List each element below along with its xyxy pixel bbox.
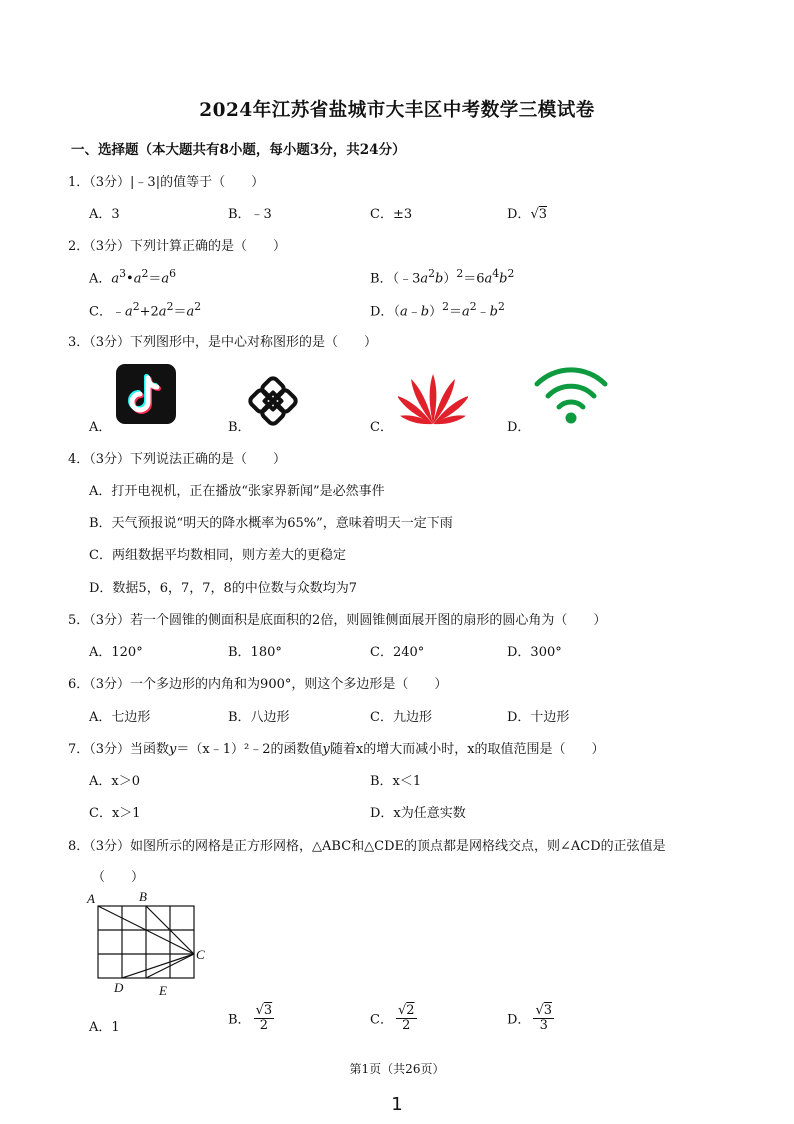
- question-3-stem: 3．（3分）下列图形中，是中心对称图形的是（ ）: [68, 335, 378, 350]
- page-footer: 第1页（共26页）: [349, 1062, 445, 1076]
- q8-label-e: E: [159, 983, 167, 998]
- q1-option-b: B．﹣3: [228, 207, 272, 222]
- q7-option-c: C．x＞1: [89, 806, 141, 821]
- q8-option-b: B． $\frac{√3}{2}$: [228, 1003, 273, 1033]
- q6-option-a: A．七边形: [89, 710, 151, 725]
- q3-option-a: A．: [89, 420, 112, 435]
- tiktok-logo-icon: [116, 364, 176, 424]
- q7-option-b: B．x＜1: [370, 774, 422, 789]
- q4-option-b: B．天气预报说“明天的降水概率为65%”，意味着明天一定下雨: [89, 516, 453, 531]
- q6-option-c: C．九边形: [370, 710, 432, 725]
- knot-logo-icon: [248, 376, 298, 426]
- question-8-stem: 8．（3分）如图所示的网格是正方形网格，△ABC和△CDE的顶点都是网格线交点，则∠ACD的正弦值是: [68, 839, 666, 854]
- question-5-stem: 5．（3分）若一个圆锥的侧面积是底面积的2倍，则圆锥侧面展开图的扇形的圆心角为（ ）: [68, 613, 607, 628]
- q7-option-d: D．x为任意实数: [370, 806, 466, 821]
- q8-label-c: C: [196, 947, 205, 962]
- q2-option-a: A．$a^3•a^2=a^6$: [89, 267, 177, 287]
- q8-label-a: A: [87, 891, 95, 906]
- q6-option-b: B．八边形: [228, 710, 290, 725]
- q8-option-c: C． $\frac{√2}{2}$: [370, 1003, 415, 1033]
- q8-option-d: D． $\frac{√3}{3}$: [507, 1003, 553, 1033]
- question-2-stem: 2．（3分）下列计算正确的是（ ）: [68, 239, 287, 254]
- question-7-stem: 7．（3分）当函数y＝（x﹣1）²﹣2的函数值y随着x的增大而减小时，x的取值范围是（ ）: [68, 742, 605, 757]
- q3-option-d: D．: [507, 420, 531, 435]
- question-4-stem: 4．（3分）下列说法正确的是（ ）: [68, 452, 287, 467]
- q5-option-c: C．240°: [370, 645, 425, 660]
- q1-option-c: C．±3: [370, 207, 413, 222]
- q2-option-c: C．$﹣a^2+2a^2=a^2$: [89, 300, 202, 320]
- q2-option-d: D．$(a﹣b)^2=a^2﹣b^2$: [370, 300, 505, 320]
- q3-option-b: B．: [228, 420, 251, 435]
- q1-option-a: A．3: [89, 207, 120, 222]
- q4-option-d: D．数据5，6，7，7，8的中位数与众数均为7: [89, 581, 358, 596]
- q8-option-a: A．1: [89, 1020, 120, 1035]
- huawei-logo-icon: [398, 372, 468, 426]
- section-heading: 一、选择题（本大题共有8小题，每小题3分，共24分）: [71, 142, 406, 158]
- q8-grid-figure: [84, 888, 214, 1000]
- q8-answer-paren: （ ）: [92, 870, 145, 885]
- page-number: 1: [391, 1094, 403, 1115]
- q4-option-c: C．两组数据平均数相同，则方差大的更稳定: [89, 548, 346, 563]
- wifi-icon: [533, 364, 609, 426]
- q8-label-b: B: [139, 889, 147, 904]
- q8-label-d: D: [114, 980, 124, 995]
- q5-option-a: A．120°: [89, 645, 143, 660]
- q5-option-d: D．300°: [507, 645, 562, 660]
- q1-option-d: D．√3: [507, 207, 548, 222]
- question-6-stem: 6．（3分）一个多边形的内角和为900°，则这个多边形是（ ）: [68, 677, 448, 692]
- q5-option-b: B．180°: [228, 645, 282, 660]
- q7-option-a: A．x＞0: [89, 774, 140, 789]
- q2-option-b: B．$(﹣3a^2b)^2=6a^4b^2$: [370, 267, 515, 287]
- page-title: 2024年江苏省盐城市大丰区中考数学三模试卷: [199, 100, 595, 121]
- q4-option-a: A．打开电视机，正在播放“张家界新闻”是必然事件: [89, 484, 385, 499]
- q3-option-c: C．: [370, 420, 393, 435]
- q6-option-d: D．十边形: [507, 710, 570, 725]
- question-1-stem: 1．（3分）|﹣3|的值等于（ ）: [68, 175, 265, 190]
